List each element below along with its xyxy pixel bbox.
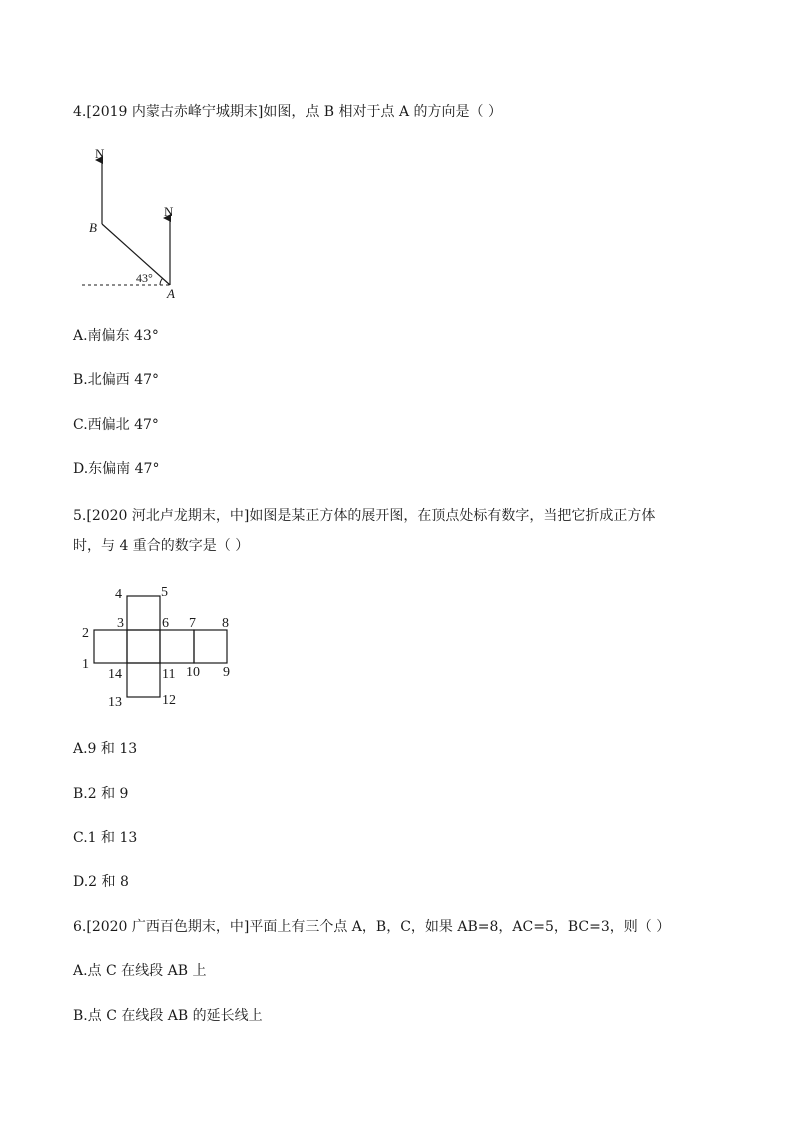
net-face-right2 [194,630,227,663]
vertex-label-6: 6 [162,616,169,631]
vertex-label-13: 13 [108,695,122,710]
net-face-left [94,630,127,663]
vertex-label-5: 5 [161,585,168,600]
cube-net-figure [78,582,248,712]
q5-option-c: C.1 和 13 [73,830,138,846]
q6-option-b: B.点 C 在线段 AB 的延长线上 [73,1008,263,1024]
vertex-label-4: 4 [115,587,122,602]
vertex-label-11: 11 [162,667,176,682]
vertex-label-2: 2 [82,626,89,641]
vertex-label-8: 8 [222,616,229,631]
net-face-center [127,630,160,663]
q4-option-d: D.东偏南 47° [73,461,160,477]
point-a-label: A [167,286,175,301]
vertex-label-14: 14 [108,667,122,682]
q6-option-a: A.点 C 在线段 AB 上 [73,963,207,979]
q6-stem: 6.[2020 广西百色期末，中]平面上有三个点 A，B，C，如果 AB=8，AC=5，BC=3，则（ ） [73,919,671,935]
angle-label: 43° [136,271,153,285]
q4-stem: 4.[2019 内蒙古赤峰宁城期末]如图，点 B 相对于点 A 的方向是（ ） [73,104,503,120]
q5-option-a: A.9 和 13 [73,741,138,757]
net-face-bottom [127,663,160,697]
q5-stem-line2: 时，与 4 重合的数字是（ ） [73,538,250,554]
q5-stem-line1: 5.[2020 河北卢龙期末，中]如图是某正方体的展开图，在顶点处标有数字，当把它折成正方体 [73,508,656,524]
q4-option-b: B.北偏西 47° [73,372,160,388]
q5-option-d: D.2 和 8 [73,874,129,890]
north-label-b: N [95,146,105,161]
q5-option-b: B.2 和 9 [73,786,129,802]
q4-direction-figure [78,140,198,305]
vertex-label-1: 1 [82,657,89,672]
vertex-label-12: 12 [162,693,176,708]
net-face-right1 [160,630,194,663]
q4-option-c: C.西偏北 47° [73,417,159,433]
q4-option-a: A.南偏东 43° [73,328,159,344]
vertex-label-9: 9 [223,665,230,680]
vertex-label-3: 3 [117,616,124,631]
north-label-a: N [164,204,174,219]
vertex-label-10: 10 [186,665,200,680]
net-face-top [127,596,160,630]
point-b-label: B [89,220,97,235]
angle-arc [160,278,163,285]
vertex-label-7: 7 [189,616,196,631]
